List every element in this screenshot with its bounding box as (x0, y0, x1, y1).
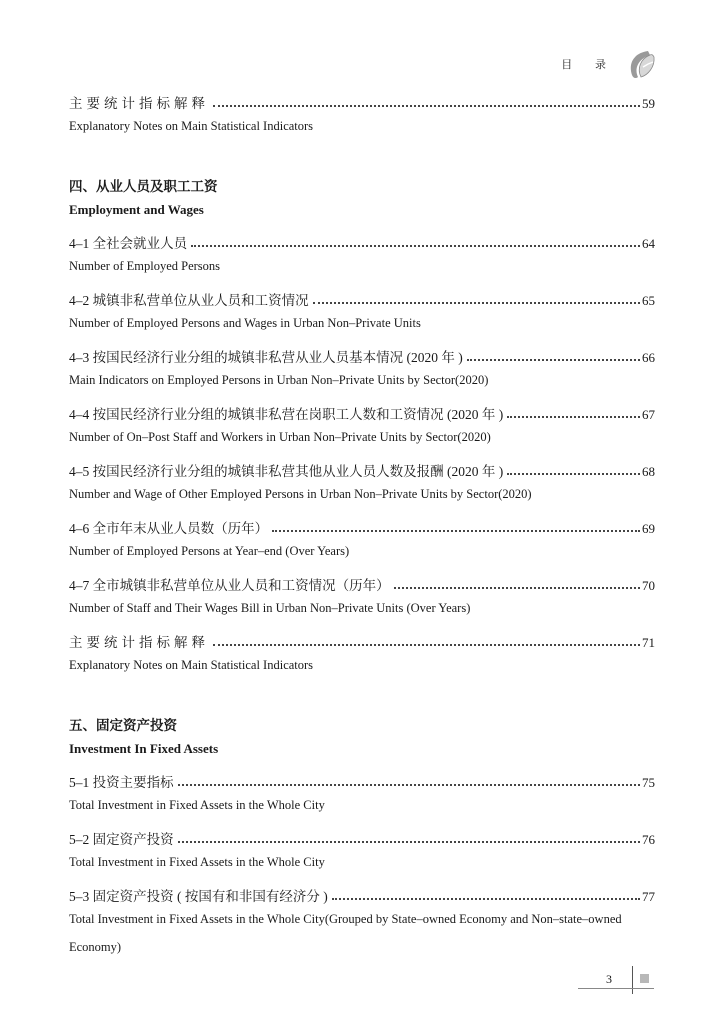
page-curl-logo-icon (624, 47, 658, 81)
toc-entry[interactable] (69, 281, 655, 309)
section-title-cn: 五、固定资产投资 (69, 718, 177, 733)
toc-page-number: 76 (642, 832, 655, 847)
table-of-contents (69, 84, 655, 961)
toc-entry-english: Main Indicators on Employed Persons in Urban Non–Private Units by Sector(2020) (69, 373, 489, 387)
toc-entry-english: Explanatory Notes on Main Statistical Indicators (69, 658, 314, 672)
toc-entry-title: 4–5 按国民经济行业分组的城镇非私营其他从业人员人数及报酬 (2020 年 ) (69, 464, 504, 479)
toc-entry-title: 主要统计指标解释 (69, 96, 209, 111)
toc-entry[interactable] (69, 877, 655, 905)
toc-entry-english: Total Investment in Fixed Assets in the Whole City(Grouped by State–owned Economy and Non–state–owned Economy) (69, 912, 622, 954)
toc-entry-english: Number of Employed Persons at Year–end (Over Years) (69, 544, 350, 558)
section-spacer (69, 141, 655, 167)
toc-entry[interactable] (69, 623, 655, 651)
dot-leader (467, 359, 640, 361)
toc-page-number: 59 (642, 96, 655, 111)
toc-entry[interactable] (69, 820, 655, 848)
dot-leader (507, 473, 640, 475)
toc-entry-english: Total Investment in Fixed Assets in the Whole City (69, 855, 325, 869)
toc-entry-title: 4–6 全市年末从业人员数（历年） (69, 521, 269, 536)
toc-entry[interactable] (69, 509, 655, 537)
dot-leader (272, 530, 640, 532)
toc-entry-title: 4–3 按国民经济行业分组的城镇非私营从业人员基本情况 (2020 年 ) (69, 350, 463, 365)
toc-page-number: 65 (642, 293, 655, 308)
toc-entry[interactable] (69, 452, 655, 480)
footer-divider (632, 966, 633, 994)
toc-entry[interactable] (69, 763, 655, 791)
running-header (561, 46, 658, 82)
toc-page-number: 68 (642, 464, 655, 479)
toc-entry[interactable] (69, 395, 655, 423)
toc-entry-english: Number of Employed Persons and Wages in Urban Non–Private Units (69, 316, 421, 330)
dot-leader (191, 245, 640, 247)
toc-entry-title: 5–2 固定资产投资 (69, 832, 174, 847)
dot-leader (178, 784, 640, 786)
toc-entry-title: 4–7 全市城镇非私营单位从业人员和工资情况（历年） (69, 578, 390, 593)
footer-square-icon (640, 974, 649, 983)
dot-leader (313, 302, 640, 304)
toc-page-number: 77 (642, 889, 655, 904)
toc-entry[interactable] (69, 338, 655, 366)
toc-entry[interactable] (69, 224, 655, 252)
toc-entry-title: 5–3 固定资产投资 ( 按国有和非国有经济分 ) (69, 889, 328, 904)
toc-page-number: 69 (642, 521, 655, 536)
dot-leader (213, 105, 640, 107)
toc-page-number: 66 (642, 350, 655, 365)
toc-entry[interactable] (69, 84, 655, 112)
toc-entry-english: Number of Staff and Their Wages Bill in Urban Non–Private Units (Over Years) (69, 601, 471, 615)
section-spacer (69, 680, 655, 706)
toc-entry[interactable] (69, 566, 655, 594)
dot-leader (332, 898, 640, 900)
section-title-en: Employment and Wages (69, 201, 204, 217)
toc-entry-title: 主要统计指标解释 (69, 635, 209, 650)
toc-entry-english: Number and Wage of Other Employed Persons in Urban Non–Private Units by Sector(2020) (69, 487, 532, 501)
toc-page-number: 64 (642, 236, 655, 251)
toc-page-number: 75 (642, 775, 655, 790)
dot-leader (507, 416, 640, 418)
toc-entry-english: Number of Employed Persons (69, 259, 221, 273)
toc-page-number: 67 (642, 407, 655, 422)
section-title-cn: 四、从业人员及职工工资 (69, 179, 218, 194)
toc-page-number: 70 (642, 578, 655, 593)
toc-entry-title: 4–2 城镇非私营单位从业人员和工资情况 (69, 293, 309, 308)
footer-rule (578, 988, 654, 989)
toc-entry-english: Total Investment in Fixed Assets in the Whole City (69, 798, 325, 812)
toc-entry-title: 4–1 全社会就业人员 (69, 236, 188, 251)
header-label: 目 录 (561, 59, 616, 71)
toc-entry-title: 5–1 投资主要指标 (69, 775, 174, 790)
section-title-en: Investment In Fixed Assets (69, 740, 219, 756)
page-footer (578, 966, 656, 996)
toc-entry-english: Number of On–Post Staff and Workers in Urban Non–Private Units by Sector(2020) (69, 430, 491, 444)
dot-leader (178, 841, 640, 843)
toc-entry-english: Explanatory Notes on Main Statistical Indicators (69, 119, 314, 133)
toc-entry-title: 4–4 按国民经济行业分组的城镇非私营在岗职工人数和工资情况 (2020 年 ) (69, 407, 504, 422)
dot-leader (394, 587, 640, 589)
toc-page-number: 71 (642, 635, 655, 650)
page-number: 3 (606, 972, 612, 986)
dot-leader (213, 644, 640, 646)
